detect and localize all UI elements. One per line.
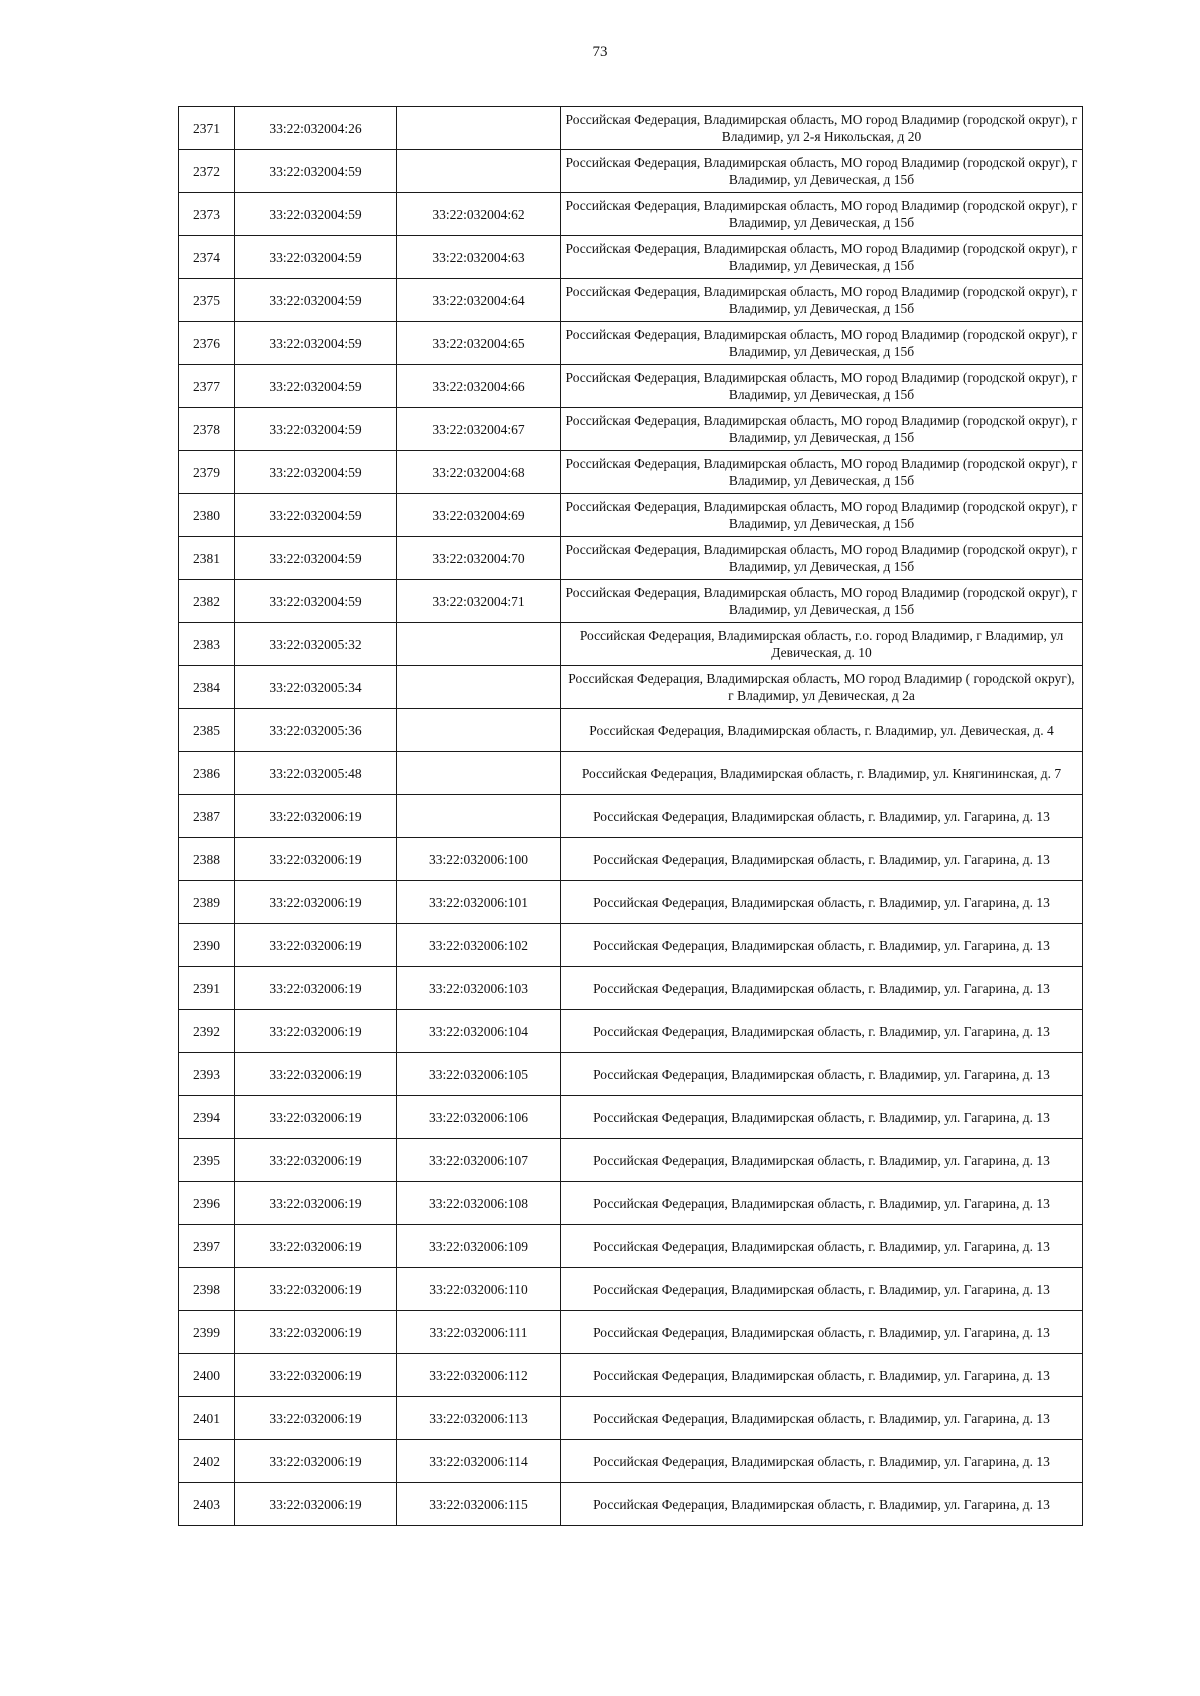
sub-cadastral-number-cell: 33:22:032006:102 — [397, 924, 561, 967]
sub-cadastral-number-cell: 33:22:032006:106 — [397, 1096, 561, 1139]
table-row — [179, 1440, 1083, 1483]
table-row — [179, 924, 1083, 967]
table-row — [179, 795, 1083, 838]
cadastral-number-cell: 33:22:032006:19 — [235, 881, 397, 924]
sub-cadastral-number-cell: 33:22:032004:64 — [397, 279, 561, 322]
address-cell: Российская Федерация, Владимирская область, г. Владимир, ул. Гагарина, д. 13 — [561, 924, 1083, 967]
row-number-cell: 2397 — [179, 1225, 235, 1268]
address-cell: Российская Федерация, Владимирская область, г. Владимир, ул. Гагарина, д. 13 — [561, 1182, 1083, 1225]
cadastral-number-cell: 33:22:032005:36 — [235, 709, 397, 752]
address-cell: Российская Федерация, Владимирская область, г. Владимир, ул. Гагарина, д. 13 — [561, 1268, 1083, 1311]
address-cell: Российская Федерация, Владимирская область, г. Владимир, ул. Гагарина, д. 13 — [561, 795, 1083, 838]
sub-cadastral-number-cell: 33:22:032006:103 — [397, 967, 561, 1010]
cadastral-number-cell: 33:22:032006:19 — [235, 1311, 397, 1354]
address-cell: Российская Федерация, Владимирская область, г. Владимир, ул. Гагарина, д. 13 — [561, 1483, 1083, 1526]
address-cell: Российская Федерация, Владимирская область, МО город Владимир (городской округ), г Владимир, ул Девическая, д 15б — [561, 494, 1083, 537]
row-number-cell: 2393 — [179, 1053, 235, 1096]
row-number-cell: 2383 — [179, 623, 235, 666]
row-number-cell: 2395 — [179, 1139, 235, 1182]
cadastral-number-cell: 33:22:032006:19 — [235, 1397, 397, 1440]
table-row — [179, 107, 1083, 150]
row-number-cell: 2391 — [179, 967, 235, 1010]
table-row — [179, 1053, 1083, 1096]
cadastral-number-cell: 33:22:032004:59 — [235, 279, 397, 322]
row-number-cell: 2392 — [179, 1010, 235, 1053]
cadastral-number-cell: 33:22:032004:59 — [235, 580, 397, 623]
cadastral-number-cell: 33:22:032005:34 — [235, 666, 397, 709]
sub-cadastral-number-cell: 33:22:032006:112 — [397, 1354, 561, 1397]
cadastral-number-cell: 33:22:032004:26 — [235, 107, 397, 150]
sub-cadastral-number-cell — [397, 666, 561, 709]
address-cell: Российская Федерация, Владимирская область, г. Владимир, ул. Гагарина, д. 13 — [561, 967, 1083, 1010]
page-number: 73 — [592, 44, 608, 60]
address-cell: Российская Федерация, Владимирская область, г. Владимир, ул. Гагарина, д. 13 — [561, 1440, 1083, 1483]
table-row — [179, 537, 1083, 580]
row-number-cell: 2401 — [179, 1397, 235, 1440]
row-number-cell: 2377 — [179, 365, 235, 408]
cadastral-number-cell: 33:22:032006:19 — [235, 838, 397, 881]
table-row — [179, 1182, 1083, 1225]
cadastral-number-cell: 33:22:032004:59 — [235, 537, 397, 580]
table-row — [179, 1225, 1083, 1268]
sub-cadastral-number-cell: 33:22:032006:105 — [397, 1053, 561, 1096]
sub-cadastral-number-cell: 33:22:032006:109 — [397, 1225, 561, 1268]
row-number-cell: 2382 — [179, 580, 235, 623]
address-cell: Российская Федерация, Владимирская область, МО город Владимир (городской округ), г Владимир, ул Девическая, д 15б — [561, 236, 1083, 279]
row-number-cell: 2403 — [179, 1483, 235, 1526]
address-cell: Российская Федерация, Владимирская область, г. Владимир, ул. Гагарина, д. 13 — [561, 1397, 1083, 1440]
row-number-cell: 2372 — [179, 150, 235, 193]
registry-table-body — [179, 107, 1083, 1526]
cadastral-number-cell: 33:22:032006:19 — [235, 1440, 397, 1483]
row-number-cell: 2373 — [179, 193, 235, 236]
sub-cadastral-number-cell: 33:22:032006:108 — [397, 1182, 561, 1225]
cadastral-number-cell: 33:22:032006:19 — [235, 1354, 397, 1397]
cadastral-number-cell: 33:22:032004:59 — [235, 193, 397, 236]
address-cell: Российская Федерация, Владимирская область, МО город Владимир (городской округ), г Владимир, ул Девическая, д 15б — [561, 537, 1083, 580]
table-row — [179, 709, 1083, 752]
table-row — [179, 838, 1083, 881]
table-row — [179, 1354, 1083, 1397]
sub-cadastral-number-cell: 33:22:032004:68 — [397, 451, 561, 494]
row-number-cell: 2399 — [179, 1311, 235, 1354]
address-cell: Российская Федерация, Владимирская область, г. Владимир, ул. Гагарина, д. 13 — [561, 1096, 1083, 1139]
sub-cadastral-number-cell — [397, 709, 561, 752]
table-row — [179, 322, 1083, 365]
cadastral-number-cell: 33:22:032004:59 — [235, 365, 397, 408]
table-row — [179, 236, 1083, 279]
sub-cadastral-number-cell — [397, 623, 561, 666]
cadastral-number-cell: 33:22:032004:59 — [235, 322, 397, 365]
sub-cadastral-number-cell: 33:22:032004:71 — [397, 580, 561, 623]
table-row — [179, 1311, 1083, 1354]
cadastral-number-cell: 33:22:032006:19 — [235, 1268, 397, 1311]
cadastral-number-cell: 33:22:032004:59 — [235, 494, 397, 537]
cadastral-number-cell: 33:22:032006:19 — [235, 967, 397, 1010]
address-cell: Российская Федерация, Владимирская область, г. Владимир, ул. Гагарина, д. 13 — [561, 838, 1083, 881]
cadastral-number-cell: 33:22:032006:19 — [235, 1225, 397, 1268]
address-cell: Российская Федерация, Владимирская область, г. Владимир, ул. Гагарина, д. 13 — [561, 1225, 1083, 1268]
table-row — [179, 279, 1083, 322]
address-cell: Российская Федерация, Владимирская область, МО город Владимир ( городской округ), г Владимир, ул Девическая, д 2а — [561, 666, 1083, 709]
row-number-cell: 2402 — [179, 1440, 235, 1483]
sub-cadastral-number-cell: 33:22:032004:65 — [397, 322, 561, 365]
sub-cadastral-number-cell: 33:22:032006:115 — [397, 1483, 561, 1526]
cadastral-number-cell: 33:22:032006:19 — [235, 1010, 397, 1053]
cadastral-number-cell: 33:22:032006:19 — [235, 1139, 397, 1182]
table-row — [179, 193, 1083, 236]
row-number-cell: 2380 — [179, 494, 235, 537]
row-number-cell: 2389 — [179, 881, 235, 924]
address-cell: Российская Федерация, Владимирская область, МО город Владимир (городской округ), г Владимир, ул Девическая, д 15б — [561, 451, 1083, 494]
sub-cadastral-number-cell: 33:22:032004:63 — [397, 236, 561, 279]
row-number-cell: 2394 — [179, 1096, 235, 1139]
cadastral-number-cell: 33:22:032004:59 — [235, 236, 397, 279]
address-cell: Российская Федерация, Владимирская область, МО город Владимир (городской округ), г Владимир, ул Девическая, д 15б — [561, 322, 1083, 365]
sub-cadastral-number-cell: 33:22:032004:69 — [397, 494, 561, 537]
address-cell: Российская Федерация, Владимирская область, г. Владимир, ул. Гагарина, д. 13 — [561, 1010, 1083, 1053]
table-row — [179, 967, 1083, 1010]
address-cell: Российская Федерация, Владимирская область, МО город Владимир (городской округ), г Владимир, ул 2-я Никольская, д 20 — [561, 107, 1083, 150]
sub-cadastral-number-cell: 33:22:032006:114 — [397, 1440, 561, 1483]
row-number-cell: 2374 — [179, 236, 235, 279]
table-row — [179, 150, 1083, 193]
cadastral-number-cell: 33:22:032006:19 — [235, 1182, 397, 1225]
sub-cadastral-number-cell: 33:22:032004:70 — [397, 537, 561, 580]
cadastral-number-cell: 33:22:032004:59 — [235, 408, 397, 451]
sub-cadastral-number-cell: 33:22:032006:110 — [397, 1268, 561, 1311]
sub-cadastral-number-cell — [397, 752, 561, 795]
address-cell: Российская Федерация, Владимирская область, г.о. город Владимир, г Владимир, ул Девическая, д. 10 — [561, 623, 1083, 666]
sub-cadastral-number-cell: 33:22:032006:113 — [397, 1397, 561, 1440]
table-row — [179, 666, 1083, 709]
row-number-cell: 2381 — [179, 537, 235, 580]
row-number-cell: 2371 — [179, 107, 235, 150]
cadastral-number-cell: 33:22:032004:59 — [235, 150, 397, 193]
row-number-cell: 2375 — [179, 279, 235, 322]
row-number-cell: 2386 — [179, 752, 235, 795]
cadastral-number-cell: 33:22:032005:48 — [235, 752, 397, 795]
row-number-cell: 2388 — [179, 838, 235, 881]
row-number-cell: 2387 — [179, 795, 235, 838]
table-row — [179, 580, 1083, 623]
sub-cadastral-number-cell: 33:22:032006:111 — [397, 1311, 561, 1354]
address-cell: Российская Федерация, Владимирская область, г. Владимир, ул. Гагарина, д. 13 — [561, 1139, 1083, 1182]
address-cell: Российская Федерация, Владимирская область, г. Владимир, ул. Гагарина, д. 13 — [561, 1354, 1083, 1397]
address-cell: Российская Федерация, Владимирская область, МО город Владимир (городской округ), г Владимир, ул Девическая, д 15б — [561, 365, 1083, 408]
cadastral-number-cell: 33:22:032004:59 — [235, 451, 397, 494]
table-row — [179, 1483, 1083, 1526]
sub-cadastral-number-cell: 33:22:032006:107 — [397, 1139, 561, 1182]
cadastral-number-cell: 33:22:032006:19 — [235, 924, 397, 967]
table-row — [179, 1268, 1083, 1311]
sub-cadastral-number-cell: 33:22:032004:62 — [397, 193, 561, 236]
row-number-cell: 2390 — [179, 924, 235, 967]
cadastral-number-cell: 33:22:032006:19 — [235, 1096, 397, 1139]
sub-cadastral-number-cell — [397, 795, 561, 838]
table-row — [179, 881, 1083, 924]
table-row — [179, 1139, 1083, 1182]
sub-cadastral-number-cell — [397, 150, 561, 193]
sub-cadastral-number-cell: 33:22:032004:66 — [397, 365, 561, 408]
sub-cadastral-number-cell: 33:22:032004:67 — [397, 408, 561, 451]
address-cell: Российская Федерация, Владимирская область, МО город Владимир (городской округ), г Владимир, ул Девическая, д 15б — [561, 580, 1083, 623]
address-cell: Российская Федерация, Владимирская область, МО город Владимир (городской округ), г Владимир, ул Девическая, д 15б — [561, 193, 1083, 236]
cadastral-number-cell: 33:22:032005:32 — [235, 623, 397, 666]
row-number-cell: 2379 — [179, 451, 235, 494]
cadastral-number-cell: 33:22:032006:19 — [235, 795, 397, 838]
address-cell: Российская Федерация, Владимирская область, г. Владимир, ул. Гагарина, д. 13 — [561, 1311, 1083, 1354]
table-row — [179, 752, 1083, 795]
table-row — [179, 494, 1083, 537]
table-row — [179, 451, 1083, 494]
address-cell: Российская Федерация, Владимирская область, г. Владимир, ул. Девическая, д. 4 — [561, 709, 1083, 752]
table-row — [179, 365, 1083, 408]
sub-cadastral-number-cell: 33:22:032006:100 — [397, 838, 561, 881]
address-cell: Российская Федерация, Владимирская область, МО город Владимир (городской округ), г Владимир, ул Девическая, д 15б — [561, 408, 1083, 451]
address-cell: Российская Федерация, Владимирская область, г. Владимир, ул. Гагарина, д. 13 — [561, 1053, 1083, 1096]
row-number-cell: 2400 — [179, 1354, 235, 1397]
table-row — [179, 1010, 1083, 1053]
row-number-cell: 2378 — [179, 408, 235, 451]
table-row — [179, 408, 1083, 451]
table-row — [179, 1096, 1083, 1139]
address-cell: Российская Федерация, Владимирская область, г. Владимир, ул. Гагарина, д. 13 — [561, 881, 1083, 924]
registry-table — [178, 106, 1083, 1526]
row-number-cell: 2396 — [179, 1182, 235, 1225]
table-row — [179, 1397, 1083, 1440]
sub-cadastral-number-cell — [397, 107, 561, 150]
sub-cadastral-number-cell: 33:22:032006:101 — [397, 881, 561, 924]
row-number-cell: 2398 — [179, 1268, 235, 1311]
cadastral-number-cell: 33:22:032006:19 — [235, 1053, 397, 1096]
table-row — [179, 623, 1083, 666]
row-number-cell: 2376 — [179, 322, 235, 365]
sub-cadastral-number-cell: 33:22:032006:104 — [397, 1010, 561, 1053]
cadastral-number-cell: 33:22:032006:19 — [235, 1483, 397, 1526]
row-number-cell: 2385 — [179, 709, 235, 752]
address-cell: Российская Федерация, Владимирская область, МО город Владимир (городской округ), г Владимир, ул Девическая, д 15б — [561, 150, 1083, 193]
row-number-cell: 2384 — [179, 666, 235, 709]
address-cell: Российская Федерация, Владимирская область, г. Владимир, ул. Княгининская, д. 7 — [561, 752, 1083, 795]
address-cell: Российская Федерация, Владимирская область, МО город Владимир (городской округ), г Владимир, ул Девическая, д 15б — [561, 279, 1083, 322]
